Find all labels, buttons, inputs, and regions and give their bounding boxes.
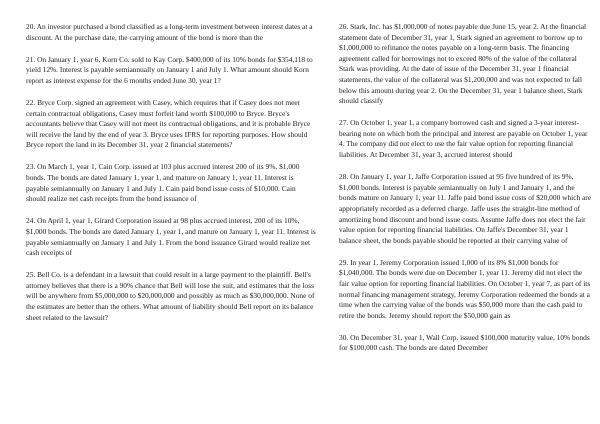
question-23: 23. On March 1, year 1, Cain Corp. issued at 103 plus accrued interest 200 of its 9%, $1,000 bonds. The bonds are dated January 1, year 1, and mature on January 1, year 11. Interest is payable semiannually on January 1 and July 1. Cain paid bond issue costs of $10,000. Cain should realize net cash receipts from the bond issuance of <box>26 162 300 204</box>
question-25: 25. Bell Co. is a defendant in a lawsuit that could result in a large payment to the plaintiff. Bell's attorney believes that there is a 90% chance that Bell will lose the suit, and estimates that the loss will be anywhere from $5,000,000 to $20,000,000 and possibly as much as $30,000,000. None of the estimates are better than the others. What amount of liability should Bell report on its balance sheet related to the lawsuit? <box>26 270 315 322</box>
right-column <box>339 22 593 424</box>
question-26: 26. Stark, Inc. has $1,000,000 of notes payable due June 15, year 2. At the financial statement date of December 31, year 1, Stark signed an agreement to borrow up to $1,000,000 to refinance the notes payable on a long-term basis. The financing agreement called for borrowings not to exceed 80% of the value of the collateral Stark was providing. At the date of issue of the December 31, year 1 financial statements, the value of the collateral was $1,200,000 and was not expected to fall below this amount during year 2. On the December 31, year 1 balance sheet, Stark should classify <box>339 22 587 106</box>
question-22: 22. Bryce Corp. signed an agreement with Casey, which requires that if Casey does not meet certain contractual obligations, Casey must forfeit land worth $100,000 to Bryce. Bryce's accountants believe that Casey will not meet its contractual obligations, and it is probable Bryce will receive the land by the end of year 3. Bryce uses IFRS for reporting purposes. How should Bryce report the land in its December 31, year 2 financial statements? <box>26 97 311 150</box>
question-30: 30. On December 31, year 1, Wall Corp. issued $100,000 maturity value, 10% bonds for $100,000 cash. The bonds are dated December <box>339 332 590 353</box>
left-column <box>26 22 316 424</box>
question-29: 29. In year 1, Jeremy Corporation issued 1,000 of its 8% $1,000 bonds for $1,040,000. The bonds were due on December 1, year 11. Jeremy did not elect the fair value option for reporting financial liabilities. On October 1, year 7, as part of its normal financing management strategy, Jeremy Corporation redeemed the bonds at a time when the carrying value of the bonds was $50,000 more than the cash paid to retire the bonds. Jeremy should report the $50,000 gain as <box>339 257 591 320</box>
question-21: 21. On January 1, year 6, Korn Co. sold to Kay Corp. $400,000 of its 10% bonds for $354,118 to yield 12%. Interest is payable semiannually on January 1 and July 1. What amount should Korn report as interest expense for the 6 months ended June 30, year 1? <box>26 54 313 85</box>
question-28: 28. On January 1, year 1, Jaffe Corporation issued at 95 five hundred of its 9%, $1,000 bonds. Interest is payable semiannually on July 1 and January 1, and the bonds mature on January 1, year 11. Jaffe paid bond issue costs of $20,000 which are appropriately recorded as a deferred charge. Jaffe uses the straight-line method of amortizing bond discount and bond issue costs. Assume Jaffe does not elect the fair value option for reporting financial liabilities. On Jaffe's December 31, year 1 balance sheet, the bonds payable should be reported at their carrying value of <box>339 172 592 245</box>
question-24: 24. On April 1, year 1, Girard Corporation issued at 98 plus accrued interest, 200 of its 10%, $1,000 bonds. The bonds are dated January 1, year 1, and mature on January 1, year 11. Interest is payable semiannually on January 1 and July 1. From the bond issuance Girard would realize net cash receipts of <box>26 216 316 258</box>
question-27: 27. On October 1, year 1, a company borrowed cash and signed a 3-year interest-bearing note on which both the principal and interest are payable on October 1, year 4. The company did not elect to use the fair value option for reporting financial liabilities. At December 31, year 3, accrued interest should <box>339 118 588 160</box>
question-20: 20. An investor purchased a bond classified as a long-term investment between interest dates at a discount. At the purchase date, the carrying amount of the bond is more than the <box>26 22 313 42</box>
